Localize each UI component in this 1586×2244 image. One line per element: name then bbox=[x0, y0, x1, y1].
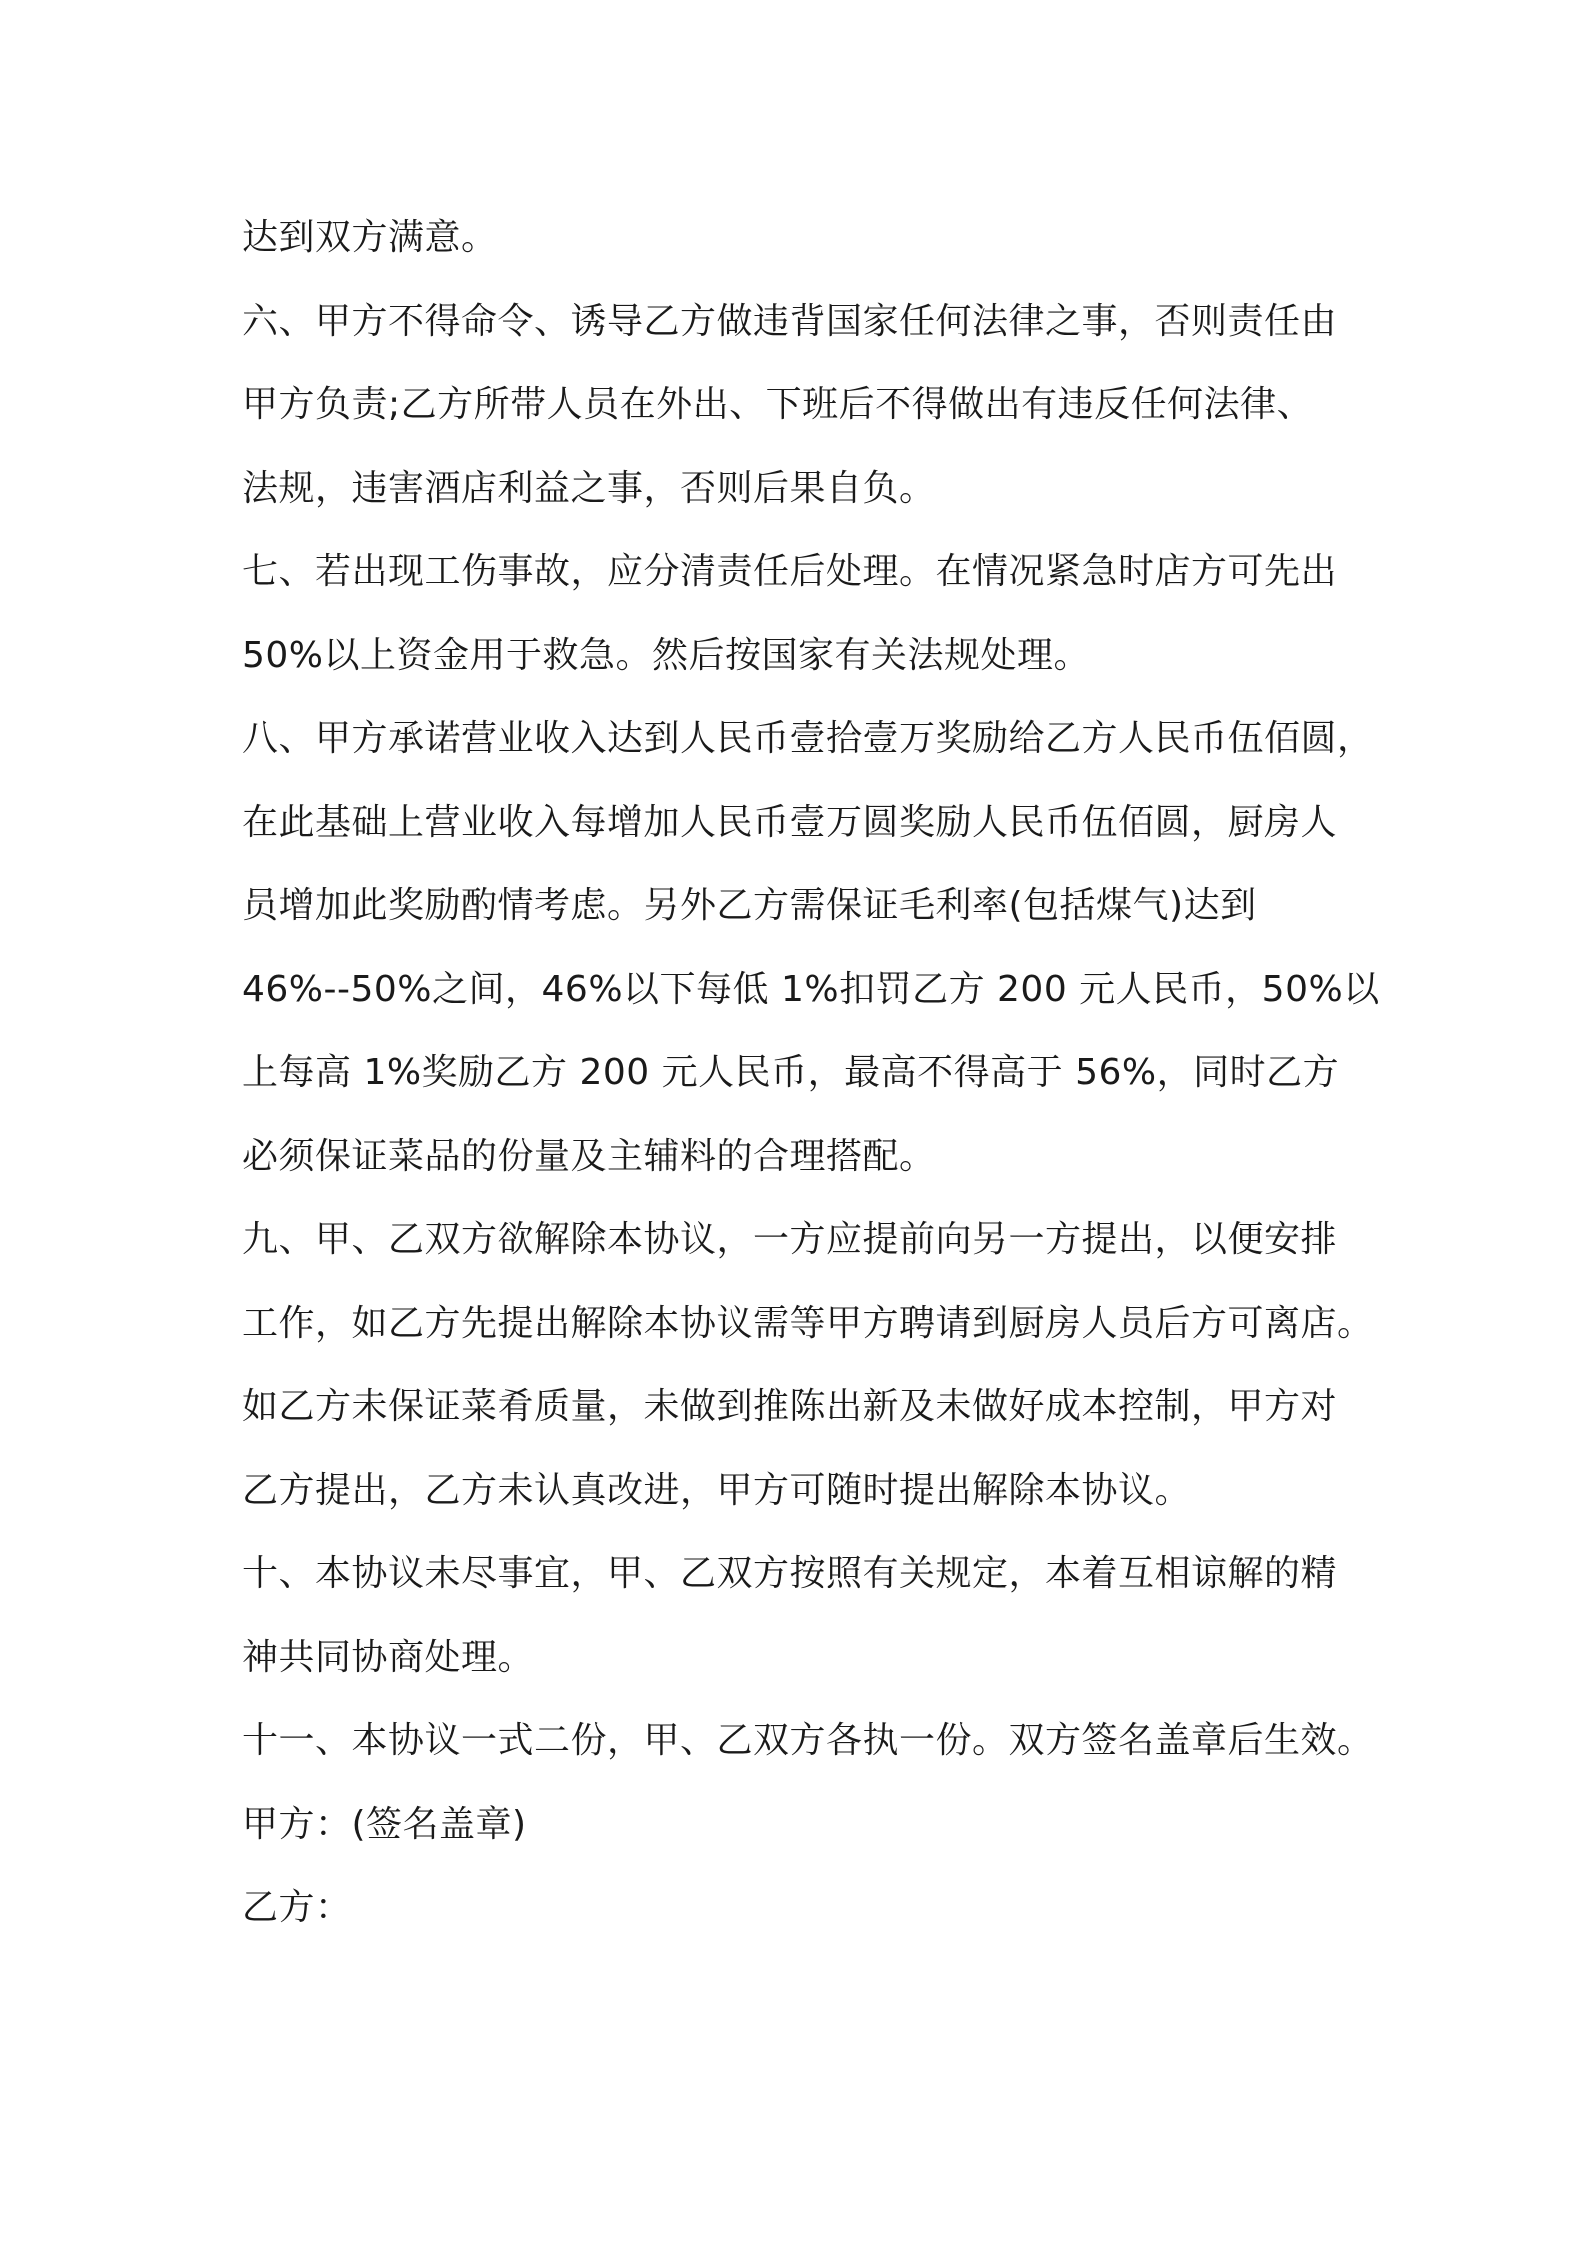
clause-6-line-2: 甲方负责;乙方所带人员在外出、下班后不得做出有违反任何法律、 bbox=[242, 384, 1314, 425]
clause-9-line-3: 如乙方未保证菜肴质量，未做到推陈出新及未做好成本控制，甲方对 bbox=[242, 1386, 1338, 1427]
clause-11-line-1: 十一、本协议一式二份，甲、乙双方各执一份。双方签名盖章后生效。 bbox=[242, 1720, 1374, 1761]
party-a-signature-line: 甲方：(签名盖章) bbox=[242, 1803, 527, 1845]
clause-6-line-3: 法规，违害酒店利益之事，否则后果自负。 bbox=[242, 467, 936, 509]
document-body bbox=[242, 196, 1382, 1950]
clause-8-line-1: 八、甲方承诺营业收入达到人民币壹拾壹万奖励给乙方人民币伍佰圆， bbox=[242, 718, 1374, 759]
clause-8-line-3: 员增加此奖励酌情考虑。另外乙方需保证毛利率(包括煤气)达到 bbox=[242, 885, 1257, 926]
clause-10-line-2: 神共同协商处理。 bbox=[242, 1636, 535, 1678]
clause-9-line-4: 乙方提出，乙方未认真改进，甲方可随时提出解除本协议。 bbox=[242, 1469, 1192, 1511]
clause-8-line-5: 上每高 1%奖励乙方 200 元人民币，最高不得高于 56%，同时乙方 bbox=[242, 1052, 1340, 1093]
text-line: 达到双方满意。 bbox=[242, 217, 498, 258]
clause-10-line-1: 十、本协议未尽事宜，甲、乙双方按照有关规定，本着互相谅解的精 bbox=[242, 1553, 1338, 1594]
clause-8-line-6: 必须保证菜品的份量及主辅料的合理搭配。 bbox=[242, 1135, 936, 1177]
clause-9-line-1: 九、甲、乙双方欲解除本协议，一方应提前向另一方提出，以便安排 bbox=[242, 1219, 1338, 1260]
clause-8-line-2: 在此基础上营业收入每增加人民币壹万圆奖励人民币伍佰圆，厨房人 bbox=[242, 801, 1338, 843]
clause-7-line-2: 50%以上资金用于救急。然后按国家有关法规处理。 bbox=[242, 634, 1091, 676]
clause-6-line-1: 六、甲方不得命令、诱导乙方做违背国家任何法律之事，否则责任由 bbox=[242, 300, 1338, 342]
party-b-signature-line: 乙方： bbox=[242, 1887, 352, 1928]
clause-8-line-4: 46%--50%之间，46%以下每低 1%扣罚乙方 200 元人民币，50%以 bbox=[242, 968, 1380, 1010]
clause-7-line-1: 七、若出现工伤事故，应分清责任后处理。在情况紧急时店方可先出 bbox=[242, 551, 1338, 592]
clause-9-line-2: 工作，如乙方先提出解除本协议需等甲方聘请到厨房人员后方可离店。 bbox=[242, 1302, 1374, 1344]
